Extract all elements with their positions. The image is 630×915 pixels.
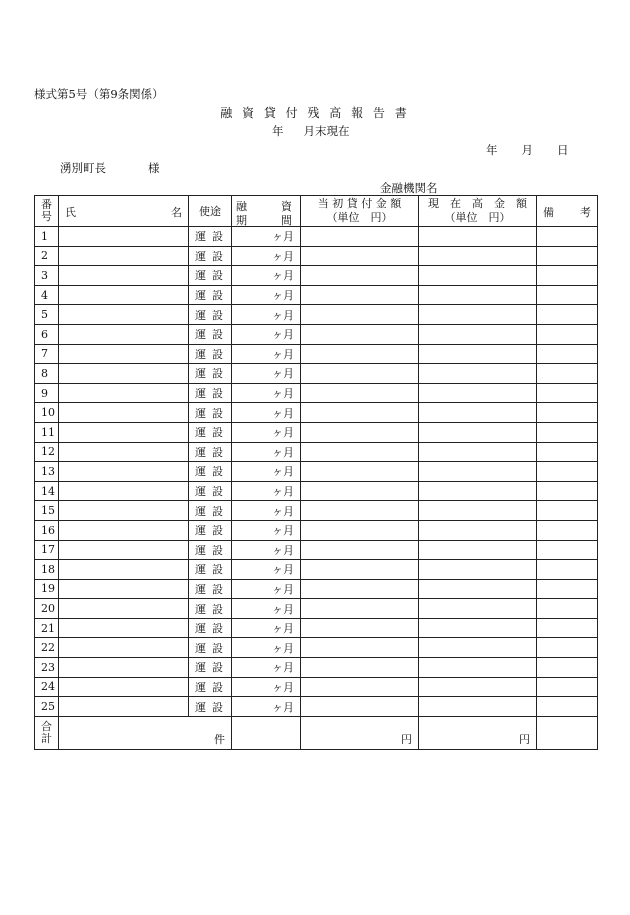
- row-name-cell: [59, 462, 189, 482]
- row-number: 13: [35, 462, 59, 482]
- row-number: 11: [35, 422, 59, 442]
- row-number: 14: [35, 481, 59, 501]
- row-name-cell: [59, 697, 189, 717]
- header-number: 番 号: [35, 196, 59, 227]
- row-remarks: [537, 246, 598, 266]
- table-row: [35, 599, 598, 619]
- row-number: 3: [35, 266, 59, 286]
- table-row: [35, 638, 598, 658]
- row-period: ヶ月: [232, 442, 301, 462]
- row-name-cell: [59, 540, 189, 560]
- row-use: 運設: [189, 638, 232, 658]
- total-label: 合 計: [35, 716, 59, 749]
- row-use: 運設: [189, 520, 232, 540]
- row-remarks: [537, 344, 598, 364]
- row-number: 23: [35, 658, 59, 678]
- row-number: 4: [35, 285, 59, 305]
- total-period-cell: [232, 716, 301, 749]
- row-initial-amount: [301, 638, 419, 658]
- as-of-line: [272, 123, 350, 139]
- row-number: 20: [35, 599, 59, 619]
- row-current-amount: [419, 540, 537, 560]
- total-current-cell: [419, 716, 537, 749]
- addressee-line: [60, 160, 160, 176]
- header-initial-amount: 当 初 貸 付 金 額 （単位 円）: [301, 196, 419, 227]
- row-name-cell: [59, 579, 189, 599]
- row-use: 運設: [189, 442, 232, 462]
- row-name-cell: [59, 344, 189, 364]
- row-remarks: [537, 560, 598, 580]
- row-number: 15: [35, 501, 59, 521]
- row-remarks: [537, 599, 598, 619]
- row-period: ヶ月: [232, 618, 301, 638]
- table-row: [35, 324, 598, 344]
- row-period: ヶ月: [232, 383, 301, 403]
- row-period: ヶ月: [232, 227, 301, 247]
- row-period: ヶ月: [232, 403, 301, 423]
- row-name-cell: [59, 285, 189, 305]
- row-use: 運設: [189, 422, 232, 442]
- row-period: ヶ月: [232, 462, 301, 482]
- row-current-amount: [419, 462, 537, 482]
- row-period: ヶ月: [232, 560, 301, 580]
- row-period: ヶ月: [232, 344, 301, 364]
- table-row: [35, 501, 598, 521]
- addressee-name: 湧別町長: [60, 161, 106, 175]
- row-current-amount: [419, 227, 537, 247]
- row-use: 運設: [189, 324, 232, 344]
- table-row: [35, 403, 598, 423]
- table-header-row: [35, 196, 598, 227]
- row-use: 運設: [189, 599, 232, 619]
- row-period: ヶ月: [232, 364, 301, 384]
- header-remarks: 備 考: [537, 196, 598, 227]
- row-use: 運設: [189, 462, 232, 482]
- table-row: [35, 658, 598, 678]
- total-count-cell: [59, 716, 232, 749]
- row-number: 2: [35, 246, 59, 266]
- row-use: 運設: [189, 383, 232, 403]
- row-use: 運設: [189, 285, 232, 305]
- row-period: ヶ月: [232, 501, 301, 521]
- row-initial-amount: [301, 403, 419, 423]
- row-remarks: [537, 697, 598, 717]
- row-name-cell: [59, 422, 189, 442]
- row-current-amount: [419, 442, 537, 462]
- row-period: ヶ月: [232, 599, 301, 619]
- row-name-cell: [59, 403, 189, 423]
- row-current-amount: [419, 324, 537, 344]
- row-name-cell: [59, 599, 189, 619]
- row-number: 6: [35, 324, 59, 344]
- table-row: [35, 520, 598, 540]
- row-period: ヶ月: [232, 520, 301, 540]
- row-remarks: [537, 324, 598, 344]
- table-row: [35, 285, 598, 305]
- row-name-cell: [59, 246, 189, 266]
- table-row: [35, 364, 598, 384]
- row-use: 運設: [189, 677, 232, 697]
- row-name-cell: [59, 677, 189, 697]
- row-remarks: [537, 403, 598, 423]
- row-number: 1: [35, 227, 59, 247]
- row-name-cell: [59, 501, 189, 521]
- row-current-amount: [419, 520, 537, 540]
- row-initial-amount: [301, 324, 419, 344]
- row-use: 運設: [189, 266, 232, 286]
- row-initial-amount: [301, 501, 419, 521]
- row-remarks: [537, 305, 598, 325]
- row-period: ヶ月: [232, 285, 301, 305]
- row-current-amount: [419, 618, 537, 638]
- row-number: 16: [35, 520, 59, 540]
- row-current-amount: [419, 285, 537, 305]
- row-number: 5: [35, 305, 59, 325]
- row-period: ヶ月: [232, 579, 301, 599]
- row-name-cell: [59, 324, 189, 344]
- row-remarks: [537, 540, 598, 560]
- row-number: 24: [35, 677, 59, 697]
- addressee-honorific: 様: [148, 161, 160, 175]
- row-use: 運設: [189, 481, 232, 501]
- row-remarks: [537, 227, 598, 247]
- row-current-amount: [419, 677, 537, 697]
- row-initial-amount: [301, 344, 419, 364]
- row-remarks: [537, 677, 598, 697]
- row-current-amount: [419, 481, 537, 501]
- row-remarks: [537, 266, 598, 286]
- row-number: 18: [35, 560, 59, 580]
- total-row: [35, 716, 598, 749]
- total-current-unit: 円: [519, 732, 530, 746]
- row-name-cell: [59, 364, 189, 384]
- row-use: 運設: [189, 579, 232, 599]
- header-current-amount: 現 在 高 金 額 （単位 円）: [419, 196, 537, 227]
- row-current-amount: [419, 344, 537, 364]
- row-remarks: [537, 364, 598, 384]
- row-name-cell: [59, 638, 189, 658]
- table-row: [35, 560, 598, 580]
- row-remarks: [537, 481, 598, 501]
- row-period: ヶ月: [232, 422, 301, 442]
- table-row: [35, 481, 598, 501]
- table-row: [35, 677, 598, 697]
- row-initial-amount: [301, 520, 419, 540]
- form-number-label: 様式第5号（第9条関係）: [34, 87, 164, 101]
- row-remarks: [537, 501, 598, 521]
- row-name-cell: [59, 227, 189, 247]
- row-period: ヶ月: [232, 266, 301, 286]
- row-initial-amount: [301, 227, 419, 247]
- row-period: ヶ月: [232, 305, 301, 325]
- row-initial-amount: [301, 422, 419, 442]
- row-current-amount: [419, 658, 537, 678]
- row-name-cell: [59, 481, 189, 501]
- row-current-amount: [419, 579, 537, 599]
- row-number: 8: [35, 364, 59, 384]
- row-number: 12: [35, 442, 59, 462]
- as-of-month: 月末現在: [303, 124, 350, 138]
- row-current-amount: [419, 599, 537, 619]
- row-use: 運設: [189, 658, 232, 678]
- row-remarks: [537, 285, 598, 305]
- row-use: 運設: [189, 697, 232, 717]
- total-remarks-cell: [537, 716, 598, 749]
- row-use: 運設: [189, 344, 232, 364]
- institution-label: 金融機関名: [380, 181, 438, 195]
- row-current-amount: [419, 697, 537, 717]
- row-remarks: [537, 383, 598, 403]
- date-month: 月: [521, 143, 533, 157]
- row-remarks: [537, 442, 598, 462]
- table-row: [35, 618, 598, 638]
- table-row: [35, 697, 598, 717]
- row-number: 21: [35, 618, 59, 638]
- row-name-cell: [59, 383, 189, 403]
- row-initial-amount: [301, 658, 419, 678]
- row-current-amount: [419, 560, 537, 580]
- row-initial-amount: [301, 285, 419, 305]
- row-initial-amount: [301, 364, 419, 384]
- row-remarks: [537, 462, 598, 482]
- row-use: 運設: [189, 364, 232, 384]
- row-current-amount: [419, 246, 537, 266]
- date-day: 日: [557, 143, 569, 157]
- row-remarks: [537, 422, 598, 442]
- table-row: [35, 462, 598, 482]
- row-initial-amount: [301, 442, 419, 462]
- table-row: [35, 344, 598, 364]
- row-name-cell: [59, 658, 189, 678]
- table-row: [35, 422, 598, 442]
- row-initial-amount: [301, 383, 419, 403]
- document-title: 融 資 貸 付 残 高 報 告 書: [220, 106, 410, 120]
- row-use: 運設: [189, 227, 232, 247]
- row-use: 運設: [189, 403, 232, 423]
- row-current-amount: [419, 403, 537, 423]
- total-count-unit: 件: [214, 732, 225, 746]
- header-use: 使途: [189, 196, 232, 227]
- row-current-amount: [419, 364, 537, 384]
- date-year: 年: [486, 143, 498, 157]
- row-use: 運設: [189, 246, 232, 266]
- row-number: 7: [35, 344, 59, 364]
- row-name-cell: [59, 266, 189, 286]
- row-number: 17: [35, 540, 59, 560]
- row-number: 19: [35, 579, 59, 599]
- loan-balance-table: [34, 195, 598, 750]
- as-of-year: 年: [272, 124, 284, 138]
- table-row: [35, 383, 598, 403]
- row-period: ヶ月: [232, 540, 301, 560]
- header-loan-period: 融 資 期 間: [232, 196, 301, 227]
- table-row: [35, 442, 598, 462]
- row-initial-amount: [301, 266, 419, 286]
- row-period: ヶ月: [232, 697, 301, 717]
- row-initial-amount: [301, 305, 419, 325]
- row-use: 運設: [189, 501, 232, 521]
- row-remarks: [537, 638, 598, 658]
- table-row: [35, 227, 598, 247]
- table-row: [35, 579, 598, 599]
- row-initial-amount: [301, 462, 419, 482]
- total-initial-cell: [301, 716, 419, 749]
- row-current-amount: [419, 501, 537, 521]
- row-name-cell: [59, 442, 189, 462]
- row-number: 25: [35, 697, 59, 717]
- row-current-amount: [419, 305, 537, 325]
- row-remarks: [537, 520, 598, 540]
- row-remarks: [537, 618, 598, 638]
- row-current-amount: [419, 638, 537, 658]
- row-number: 10: [35, 403, 59, 423]
- table-row: [35, 540, 598, 560]
- row-initial-amount: [301, 697, 419, 717]
- row-remarks: [537, 658, 598, 678]
- date-line: [486, 142, 569, 158]
- row-initial-amount: [301, 579, 419, 599]
- row-initial-amount: [301, 560, 419, 580]
- row-period: ヶ月: [232, 481, 301, 501]
- row-current-amount: [419, 266, 537, 286]
- row-number: 22: [35, 638, 59, 658]
- row-use: 運設: [189, 560, 232, 580]
- row-number: 9: [35, 383, 59, 403]
- table-row: [35, 246, 598, 266]
- row-initial-amount: [301, 618, 419, 638]
- row-name-cell: [59, 305, 189, 325]
- row-period: ヶ月: [232, 324, 301, 344]
- row-name-cell: [59, 520, 189, 540]
- row-initial-amount: [301, 677, 419, 697]
- table-row: [35, 266, 598, 286]
- row-use: 運設: [189, 618, 232, 638]
- row-period: ヶ月: [232, 658, 301, 678]
- row-name-cell: [59, 618, 189, 638]
- row-initial-amount: [301, 599, 419, 619]
- row-current-amount: [419, 422, 537, 442]
- row-initial-amount: [301, 246, 419, 266]
- row-current-amount: [419, 383, 537, 403]
- table-row: [35, 305, 598, 325]
- row-use: 運設: [189, 540, 232, 560]
- header-name: 氏 名: [59, 196, 189, 227]
- row-use: 運設: [189, 305, 232, 325]
- row-period: ヶ月: [232, 246, 301, 266]
- total-initial-unit: 円: [401, 732, 412, 746]
- row-period: ヶ月: [232, 638, 301, 658]
- row-name-cell: [59, 560, 189, 580]
- row-remarks: [537, 579, 598, 599]
- row-period: ヶ月: [232, 677, 301, 697]
- row-initial-amount: [301, 481, 419, 501]
- row-initial-amount: [301, 540, 419, 560]
